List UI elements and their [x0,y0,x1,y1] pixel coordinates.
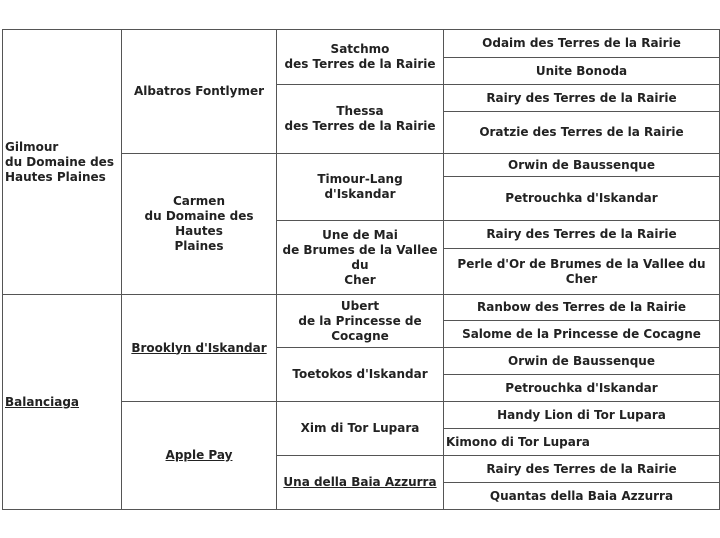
sire: Gilmour du Domaine des Hautes Plaines [3,30,122,295]
ancestor-gen4: Petrouchka d'Iskandar [444,177,720,221]
dam-sire-link[interactable]: Brooklyn d'Iskandar [122,295,277,402]
dam-dam-sire: Xim di Tor Lupara [277,402,444,456]
ancestor-gen4: Perle d'Or de Brumes de la Vallee du Cher [444,249,720,295]
ancestor-gen4: Rairy des Terres de la Rairie [444,221,720,249]
dam-sire-dam: Toetokos d'Iskandar [277,348,444,402]
ancestor-gen4: Rairy des Terres de la Rairie [444,85,720,112]
ancestor-gen4: Ranbow des Terres de la Rairie [444,295,720,321]
ancestor-gen4: Kimono di Tor Lupara [444,429,720,456]
ancestor-gen4: Oratzie des Terres de la Rairie [444,112,720,154]
ancestor-gen4: Quantas della Baia Azzurra [444,483,720,510]
sire-dam: Carmen du Domaine des Hautes Plaines [122,154,277,295]
ancestor-gen4: Orwin de Baussenque [444,154,720,177]
dam-dam-link[interactable]: Apple Pay [122,402,277,510]
ancestor-gen4: Orwin de Baussenque [444,348,720,375]
dam-sire-sire: Ubert de la Princesse de Cocagne [277,295,444,348]
ancestor-gen4: Odaim des Terres de la Rairie [444,30,720,58]
sire-sire: Albatros Fontlymer [122,30,277,154]
ancestor-gen4: Rairy des Terres de la Rairie [444,456,720,483]
dam-dam-dam-link[interactable]: Una della Baia Azzurra [277,456,444,510]
sire-sire-dam: Thessa des Terres de la Rairie [277,85,444,154]
ancestor-gen4: Petrouchka d'Iskandar [444,375,720,402]
sire-dam-dam: Une de Mai de Brumes de la Vallee du Cher [277,221,444,295]
ancestor-gen4: Handy Lion di Tor Lupara [444,402,720,429]
dam-link[interactable]: Balanciaga [3,295,122,510]
ancestor-gen4: Salome de la Princesse de Cocagne [444,321,720,348]
pedigree-table [2,29,720,510]
sire-sire-sire: Satchmo des Terres de la Rairie [277,30,444,85]
sire-dam-sire: Timour-Lang d'Iskandar [277,154,444,221]
ancestor-gen4: Unite Bonoda [444,58,720,85]
